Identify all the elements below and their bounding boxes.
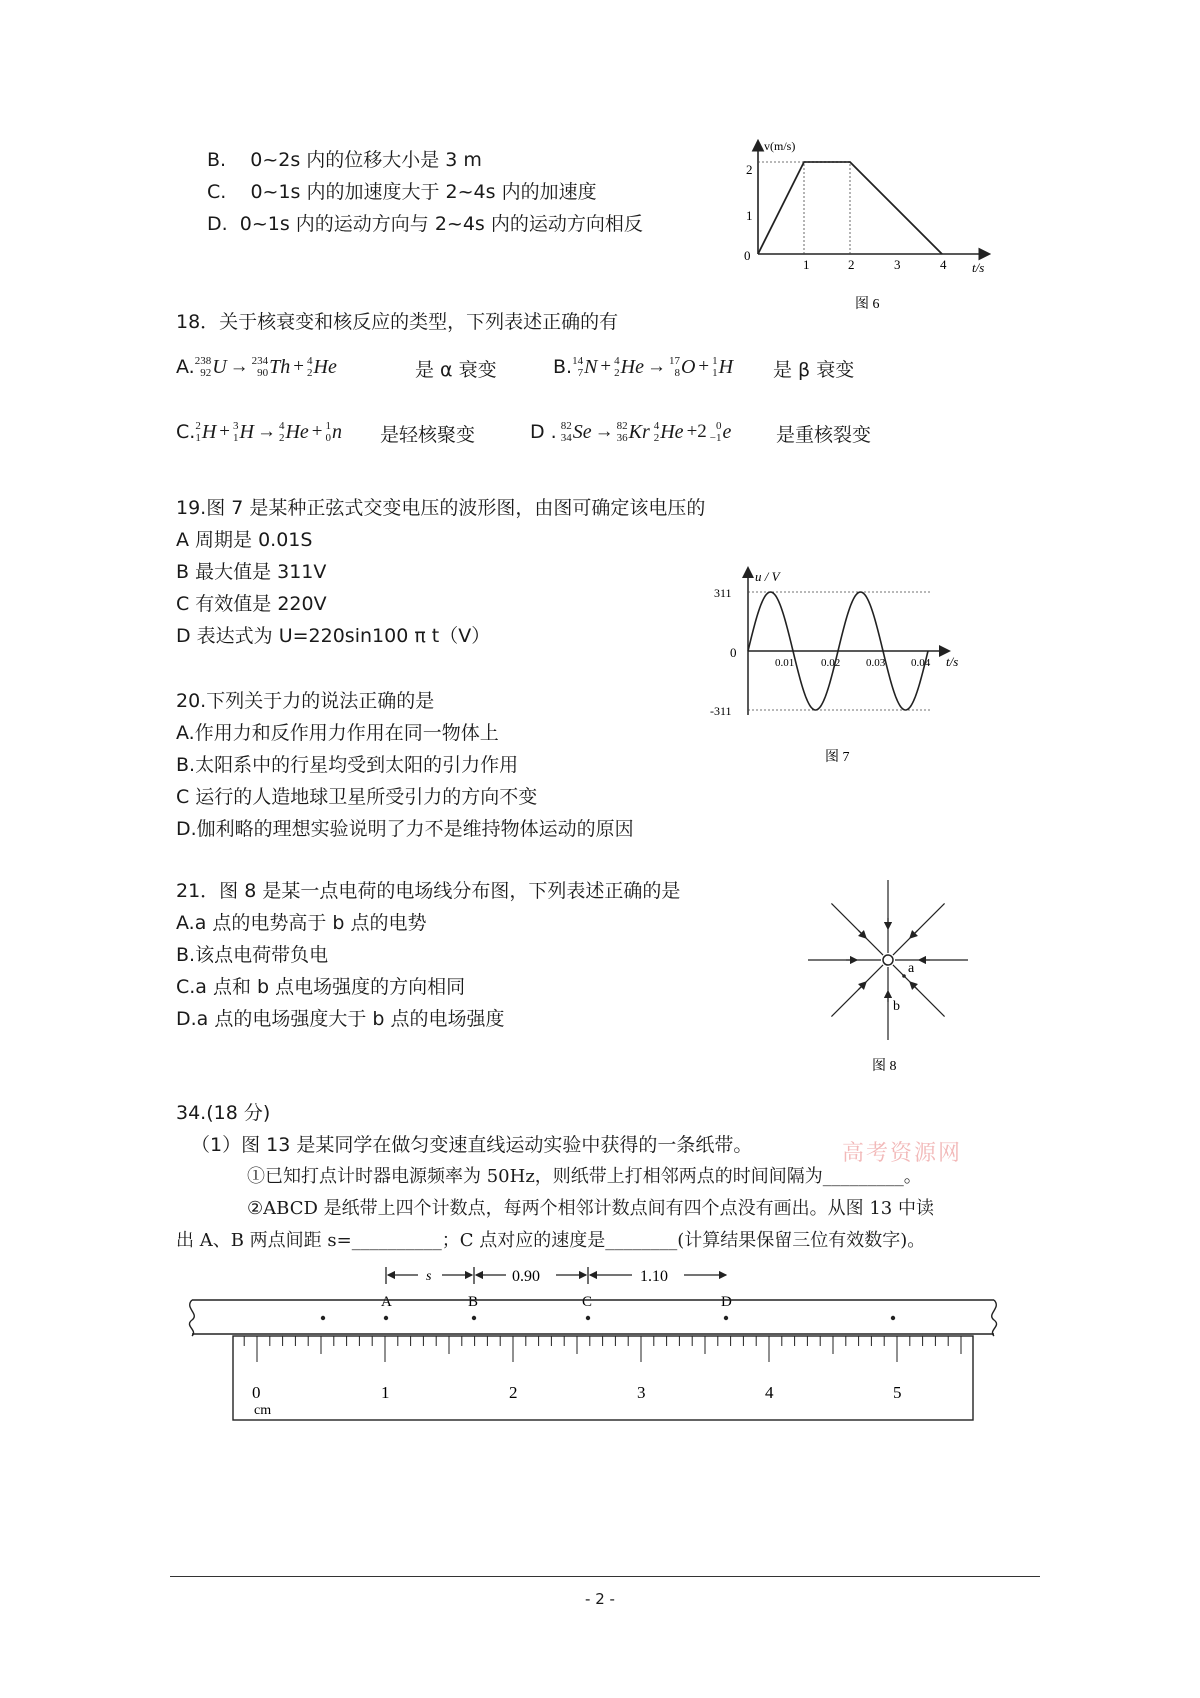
q18-c-label: C.	[176, 421, 196, 443]
q20-option-d: D.伽利略的理想实验说明了力不是维持物体运动的原因	[176, 818, 634, 840]
fig7-xtick-1: 0.01	[775, 657, 795, 669]
q21-option-a: A.a 点的电势高于 b 点的电势	[176, 912, 427, 934]
q18-c-verdict: 是轻核聚变	[380, 424, 476, 446]
q18-stem: 18．关于核衰变和核反应的类型，下列表述正确的有	[176, 311, 619, 333]
fig8-arrow-3	[858, 984, 864, 990]
fig7-ymax-label: 311	[714, 586, 732, 600]
fig8-arrow-5	[858, 930, 864, 936]
q18-option-c: C. 2 1 H + 3 1 H → 4 2 He + 1 0 n	[176, 420, 342, 444]
q18-d-label: D .	[530, 421, 557, 443]
q19-option-c: C 有效值是 220V	[176, 593, 327, 615]
ruler-num-1: 1	[381, 1383, 390, 1402]
q21-option-c: C.a 点和 b 点电场强度的方向相同	[176, 976, 466, 998]
tape-cd-label: 1.10	[640, 1268, 668, 1285]
fig8-line-1	[893, 965, 945, 1017]
q18-a-verdict: 是 α 衰变	[415, 359, 497, 381]
tape-point-d: D	[721, 1294, 732, 1310]
fig8-point-a: a	[908, 961, 915, 976]
q18-option-a: A. 238 92 U → 234 90 Th + 4 2 He	[176, 355, 337, 379]
ruler-num-2: 2	[509, 1383, 518, 1402]
fig7-y-label: u / V	[755, 569, 780, 584]
fig8-charge	[883, 955, 893, 965]
q18-option-b: B. 14 7 N + 4 2 He → 17 8 O + 1 1 H	[553, 355, 734, 379]
fig6-y-label: v(m/s)	[764, 139, 796, 153]
ruler-num-3: 3	[637, 1383, 646, 1402]
fig6-xtick-1: 1	[803, 257, 810, 272]
page-number: - 2 -	[585, 1590, 615, 1608]
fig8-arrow-7	[912, 930, 918, 936]
fig6-xtick-4: 4	[940, 257, 947, 272]
fig8-point-b: b	[893, 999, 900, 1014]
fig7-xtick-3: 0.03	[866, 657, 886, 669]
fig7-ymin-label: -311	[710, 704, 732, 718]
q21-stem: 21．图 8 是某一点电荷的电场线分布图，下列表述正确的是	[176, 880, 681, 902]
fig8-line-5	[831, 903, 883, 955]
figure-6-vt-graph	[740, 136, 1010, 316]
tape-point-c: C	[582, 1294, 593, 1310]
fig7-x-label: t/s	[946, 654, 959, 669]
fig8-line-3	[831, 965, 883, 1017]
fig8-arrow-1	[912, 984, 918, 990]
tape-bc-label: 0.90	[512, 1268, 540, 1285]
q20-option-a: A.作用力和反作用力作用在同一物体上	[176, 722, 499, 744]
tape-s-label: s	[426, 1269, 432, 1284]
q18-a-label: A.	[176, 356, 195, 378]
ruler-num-0: 0	[252, 1383, 261, 1402]
q18-b-verdict: 是 β 衰变	[773, 359, 855, 381]
figure-7-sine-wave	[700, 565, 960, 775]
q20-option-c: C 运行的人造地球卫星所受引力的方向不变	[176, 786, 538, 808]
q34-header: 34.(18 分)	[176, 1102, 271, 1124]
fig7-xtick-2: 0.02	[821, 657, 841, 669]
fig6-ytick-2: 2	[746, 162, 753, 177]
fig6-xtick-3: 3	[894, 257, 901, 272]
ruler-body	[233, 1336, 973, 1420]
fig7-xtick-4: 0.04	[911, 657, 931, 669]
ruler-num-4: 4	[765, 1383, 774, 1402]
q18-b-label: B.	[553, 356, 573, 378]
fig6-xtick-2: 2	[848, 257, 855, 272]
fig6-plot-area	[758, 162, 942, 254]
fig7-origin: 0	[730, 645, 737, 660]
q34-p3: ②ABCD 是纸带上四个计数点，每两个相邻计数点间有四个点没有画出。从图 13 中读	[247, 1198, 934, 1219]
ruler-num-5: 5	[893, 1383, 902, 1402]
watermark: 高考资源网	[842, 1141, 963, 1166]
q20-option-b: B.太阳系中的行星均受到太阳的引力作用	[176, 754, 519, 776]
tape-point-b: B	[468, 1294, 479, 1310]
q34-p4: 出 A、B 两点间距 s=__________；C 点对应的速度是________(计算结果保留三位有效数字)。	[176, 1230, 926, 1251]
q20-stem: 20.下列关于力的说法正确的是	[176, 690, 435, 712]
q17-option-b: B. 0~2s 内的位移大小是 3 m	[207, 149, 482, 171]
footer-rule	[170, 1576, 1040, 1577]
q34-p2: ①已知打点计时器电源频率为 50Hz，则纸带上打相邻两点的时间间隔为_________。	[247, 1166, 922, 1187]
fig8-line-7	[893, 903, 945, 955]
q21-option-d: D.a 点的电场强度大于 b 点的电场强度	[176, 1008, 505, 1030]
figure-8-field-lines	[800, 875, 980, 1080]
ruler-unit: cm	[254, 1403, 272, 1418]
fig7-caption: 图 7	[825, 750, 850, 765]
fig6-x-label: t/s	[972, 260, 985, 275]
q18-d-verdict: 是重核裂变	[776, 424, 872, 446]
q19-option-d: D 表达式为 U=220sin100 π t（V）	[176, 625, 491, 647]
q19-option-a: A 周期是 0.01S	[176, 529, 313, 551]
fig6-caption: 图 6	[855, 297, 880, 312]
tape-dots	[321, 1316, 895, 1320]
q21-option-b: B.该点电荷带负电	[176, 944, 329, 966]
fig8-caption: 图 8	[872, 1059, 897, 1074]
tape-point-a: A	[381, 1294, 392, 1310]
figure-13-ticker-tape	[188, 1262, 1008, 1432]
fig6-origin: 0	[744, 248, 751, 263]
q17-option-d: D. 0~1s 内的运动方向与 2~4s 内的运动方向相反	[207, 213, 643, 235]
q34-p1: （1）图 13 是某同学在做匀变速直线运动实验中获得的一条纸带。	[191, 1134, 753, 1156]
q19-stem: 19.图 7 是某种正弦式交变电压的波形图，由图可确定该电压的	[176, 497, 706, 519]
q17-option-c: C. 0~1s 内的加速度大于 2~4s 内的加速度	[207, 181, 597, 203]
q18-option-d: D . 82 34 Se → 82 36 Kr 4 2 He +2 0 −1 e	[530, 420, 732, 444]
fig6-ytick-1: 1	[746, 208, 753, 223]
q19-option-b: B 最大值是 311V	[176, 561, 327, 583]
